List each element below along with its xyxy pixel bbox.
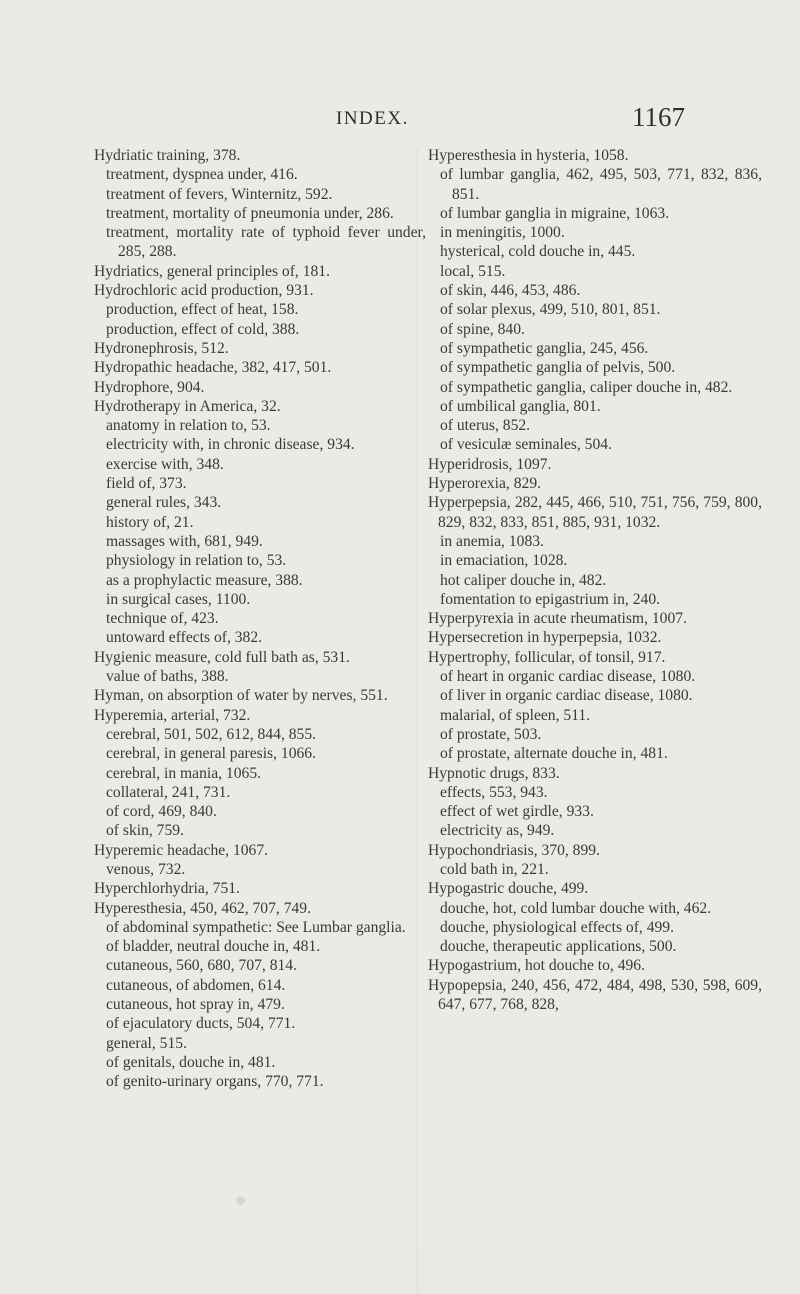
index-subentry: history of, 21. <box>106 513 194 531</box>
index-subentry: of cord, 469, 840. <box>106 803 217 821</box>
index-subentry: of sympathetic ganglia of pelvis, 500. <box>440 359 676 377</box>
index-subentry: local, 515. <box>440 262 506 280</box>
index-subentry: cutaneous, hot spray in, 479. <box>106 996 285 1014</box>
index-subentry: malarial, of spleen, 511. <box>440 706 591 724</box>
index-entry: Hypersecretion in hyperpepsia, 1032. <box>428 629 662 647</box>
index-entry: Hygienic measure, cold full bath as, 531. <box>94 648 350 666</box>
index-subentry: general rules, 343. <box>106 494 222 512</box>
index-subentry: production, effect of heat, 158. <box>106 301 299 319</box>
index-subentry: general, 515. <box>106 1034 187 1052</box>
index-entry: Hydrotherapy in America, 32. <box>94 397 281 415</box>
index-subentry: cerebral, in mania, 1065. <box>106 764 262 782</box>
index-subentry: of spine, 840. <box>440 320 525 338</box>
index-subentry: cold bath in, 221. <box>440 860 549 878</box>
index-subentry: treatment, mortality of pneumonia under, 286. <box>106 204 394 222</box>
index-column-left <box>94 146 426 1092</box>
index-entry: Hypertrophy, follicular, of tonsil, 917. <box>428 648 666 666</box>
index-entry: Hypogastric douche, 499. <box>428 880 589 898</box>
index-column-right <box>428 146 762 1014</box>
index-subentry: of heart in organic cardiac disease, 1080. <box>440 668 696 686</box>
index-entry: Hyperemia, arterial, 732. <box>94 706 251 724</box>
index-subentry: of abdominal sympathetic: See Lumbar ganglia. <box>106 918 406 936</box>
index-entry: Hyperchlorhydria, 751. <box>94 880 240 898</box>
index-subentry: untoward effects of, 382. <box>106 629 263 647</box>
index-subentry: of lumbar ganglia in migraine, 1063. <box>440 204 670 222</box>
paper-speck <box>236 1196 245 1205</box>
index-subentry: of sympathetic ganglia, caliper douche in, 482. <box>440 378 733 396</box>
index-subentry: of skin, 759. <box>106 822 184 840</box>
index-subentry: douche, hot, cold lumbar douche with, 462. <box>440 899 712 917</box>
index-subentry: of umbilical ganglia, 801. <box>440 397 601 415</box>
index-subentry: field of, 373. <box>106 475 187 493</box>
index-entry: Hydriatic training, 378. <box>94 147 241 164</box>
index-subentry: effect of wet girdle, 933. <box>440 803 594 821</box>
index-subentry: treatment, mortality rate of typhoid fever under, 285, 288. <box>106 224 426 261</box>
index-subentry: of ejaculatory ducts, 504, 771. <box>106 1015 296 1033</box>
index-subentry: of lumbar ganglia, 462, 495, 503, 771, 832, 836, 851. <box>440 166 762 203</box>
index-subentry: of vesiculæ seminales, 504. <box>440 436 612 454</box>
index-subentry: anatomy in relation to, 53. <box>106 417 271 435</box>
index-subentry: in surgical cases, 1100. <box>106 590 251 608</box>
index-subentry: effects, 553, 943. <box>440 783 548 801</box>
index-entry: Hydronephrosis, 512. <box>94 339 229 357</box>
index-subentry: value of baths, 388. <box>106 668 229 686</box>
index-subentry: in emaciation, 1028. <box>440 552 568 570</box>
index-entry: Hyperorexia, 829. <box>428 475 542 493</box>
index-subentry: of liver in organic cardiac disease, 1080. <box>440 687 693 705</box>
index-subentry: collateral, 241, 731. <box>106 783 231 801</box>
index-subentry: of genito-urinary organs, 770, 771. <box>106 1073 324 1091</box>
index-entry: Hydropathic headache, 382, 417, 501. <box>94 359 332 377</box>
index-subentry: of solar plexus, 499, 510, 801, 851. <box>440 301 661 319</box>
index-subentry: cerebral, in general paresis, 1066. <box>106 745 316 763</box>
index-subentry: production, effect of cold, 388. <box>106 320 300 338</box>
index-subentry: cutaneous, of abdomen, 614. <box>106 976 286 994</box>
index-entry: Hypogastrium, hot douche to, 496. <box>428 957 645 975</box>
index-entry: Hydriatics, general principles of, 181. <box>94 262 331 280</box>
index-entry: Hyperidrosis, 1097. <box>428 455 552 473</box>
index-subentry: of bladder, neutral douche in, 481. <box>106 938 321 956</box>
index-entry: Hyperesthesia in hysteria, 1058. <box>428 147 629 164</box>
index-subentry: of sympathetic ganglia, 245, 456. <box>440 339 649 357</box>
index-entry: Hypopepsia, 240, 456, 472, 484, 498, 530, 598, 609, 647, 677, 768, 828, <box>428 976 762 1014</box>
index-entry: Hyperemic headache, 1067. <box>94 841 269 859</box>
index-subentry: physiology in relation to, 53. <box>106 552 287 570</box>
index-subentry: of skin, 446, 453, 486. <box>440 282 581 300</box>
index-subentry: in meningitis, 1000. <box>440 224 565 242</box>
index-subentry: massages with, 681, 949. <box>106 532 263 550</box>
index-entry: Hydrophore, 904. <box>94 378 205 396</box>
index-subentry: of genitals, douche in, 481. <box>106 1053 276 1071</box>
index-subentry: fomentation to epigastrium in, 240. <box>440 590 661 608</box>
index-entry: Hyman, on absorption of water by nerves, 551. <box>94 687 388 705</box>
index-subentry: hysterical, cold douche in, 445. <box>440 243 636 261</box>
index-subentry: of uterus, 852. <box>440 417 531 435</box>
index-subentry: treatment of fevers, Winternitz, 592. <box>106 185 333 203</box>
running-head <box>0 102 800 142</box>
index-subentry: cutaneous, 560, 680, 707, 814. <box>106 957 298 975</box>
index-subentry: cerebral, 501, 502, 612, 844, 855. <box>106 725 317 743</box>
index-subentry: hot caliper douche in, 482. <box>440 571 607 589</box>
index-subentry: of prostate, 503. <box>440 725 542 743</box>
index-subentry: treatment, dyspnea under, 416. <box>106 166 298 184</box>
index-entry: Hyperpyrexia in acute rheumatism, 1007. <box>428 610 687 628</box>
index-entry: Hyperpepsia, 282, 445, 466, 510, 751, 756, 759, 800, 829, 832, 833, 851, 885, 931, 1032. <box>428 494 762 531</box>
index-entry: Hyperesthesia, 450, 462, 707, 749. <box>94 899 311 917</box>
index-subentry: in anemia, 1083. <box>440 532 544 550</box>
index-subentry: of prostate, alternate douche in, 481. <box>440 745 668 763</box>
index-subentry: venous, 732. <box>106 860 186 878</box>
index-subentry: technique of, 423. <box>106 610 219 628</box>
index-entry: Hydrochloric acid production, 931. <box>94 282 314 300</box>
index-subentry: electricity as, 949. <box>440 822 555 840</box>
page-number: 1167 <box>632 102 685 132</box>
index-entry: Hypochondriasis, 370, 899. <box>428 841 600 859</box>
index-entry: Hypnotic drugs, 833. <box>428 764 560 782</box>
page-title: INDEX. <box>336 108 409 129</box>
index-subentry: exercise with, 348. <box>106 455 224 473</box>
index-subentry: as a prophylactic measure, 388. <box>106 571 303 589</box>
index-subentry: electricity with, in chronic disease, 934. <box>106 436 355 454</box>
index-subentry: douche, therapeutic applications, 500. <box>440 938 677 956</box>
index-subentry: douche, physiological effects of, 499. <box>440 918 674 936</box>
